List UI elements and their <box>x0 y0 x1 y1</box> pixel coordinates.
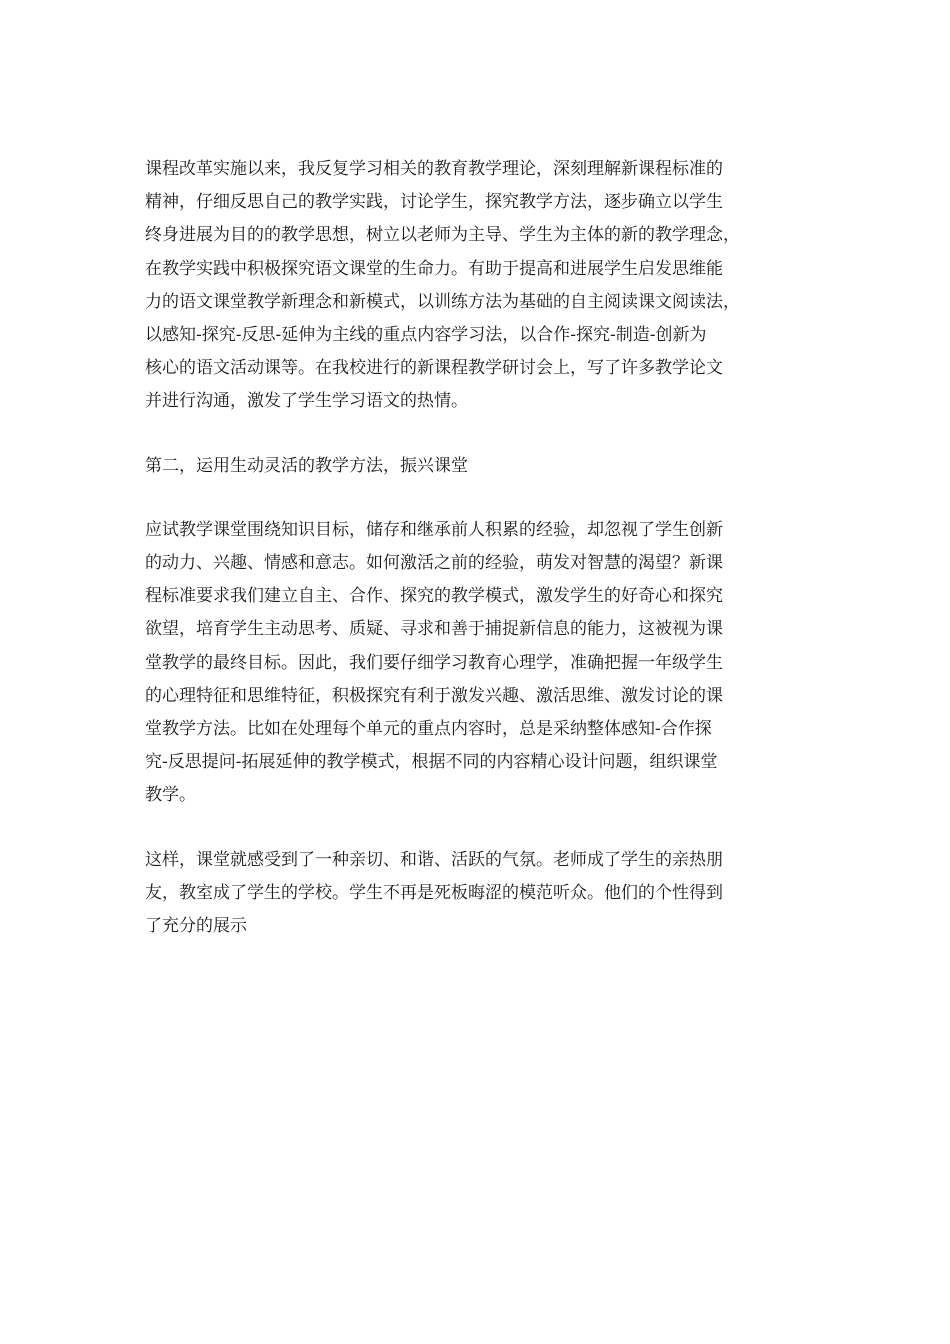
text-line: 程标准要求我们建立自主、合作、探究的教学模式，激发学生的好奇心和探究 <box>145 586 723 607</box>
text-line: 在教学实践中积极探究语文课堂的生命力。有助于提高和进展学生启发思维能 <box>145 258 723 279</box>
document-body <box>145 153 810 943</box>
text-line: 课程改革实施以来，我反复学习相关的教育教学理论，深刻理解新课程标准的 <box>145 159 723 179</box>
text-line: 以感知-探究-反思-延伸为主线的重点内容学习法，以合作-探究-制造-创新为 <box>145 325 707 346</box>
paragraph-gap <box>145 419 810 450</box>
text-line: 这样，课堂就感受到了一种亲切、和谐、活跃的气氛。老师成了学生的亲热朋 <box>145 849 723 870</box>
paragraph-gap <box>145 483 810 514</box>
paragraph-teaching-methods <box>145 514 810 813</box>
section-heading: 第二，运用生动灵活的教学方法，振兴课堂 <box>145 455 468 476</box>
text-line: 教学。 <box>145 785 196 806</box>
paragraph-classroom-atmosphere <box>145 844 810 944</box>
text-line: 堂教学的最终目标。因此，我们要仔细学习教育心理学，准确把握一年级学生 <box>145 652 723 673</box>
text-line: 核心的语文活动课等。在我校进行的新课程教学研讨会上，写了许多教学论文 <box>145 358 723 379</box>
text-line: 了充分的展示 <box>145 916 247 937</box>
text-line: 终身进展为目的的教学思想，树立以老师为主导、学生为主体的新的教学理念， <box>145 225 740 246</box>
text-line: 究-反思提问-拓展延伸的教学模式，根据不同的内容精心设计问题，组织课堂 <box>145 752 718 773</box>
text-line: 的心理特征和思维特征，积极探究有利于激发兴趣、激活思维、激发讨论的课 <box>145 685 723 706</box>
text-line: 的动力、兴趣、情感和意志。如何激活之前的经验，萌发对智慧的渴望？新课 <box>145 553 723 574</box>
paragraph-curriculum-reform <box>145 153 810 419</box>
paragraph-gap <box>145 813 810 844</box>
text-line: 友，教室成了学生的学校。学生不再是死板晦涩的模范听众。他们的个性得到 <box>145 882 723 903</box>
text-line: 精神，仔细反思自己的教学实践，讨论学生，探究教学方法，逐步确立以学生 <box>145 192 723 213</box>
text-line: 应试教学课堂围绕知识目标，储存和继承前人积累的经验，却忽视了学生创新 <box>145 519 723 540</box>
text-line: 欲望，培育学生主动思考、质疑、寻求和善于捕捉新信息的能力，这被视为课 <box>145 619 723 640</box>
text-line: 力的语文课堂教学新理念和新模式，以训练方法为基础的自主阅读课文阅读法， <box>145 291 740 312</box>
text-line: 堂教学方法。比如在处理每个单元的重点内容时，总是采纳整体感知-合作探 <box>145 719 712 740</box>
text-line: 并进行沟通，激发了学生学习语文的热情。 <box>145 391 468 412</box>
